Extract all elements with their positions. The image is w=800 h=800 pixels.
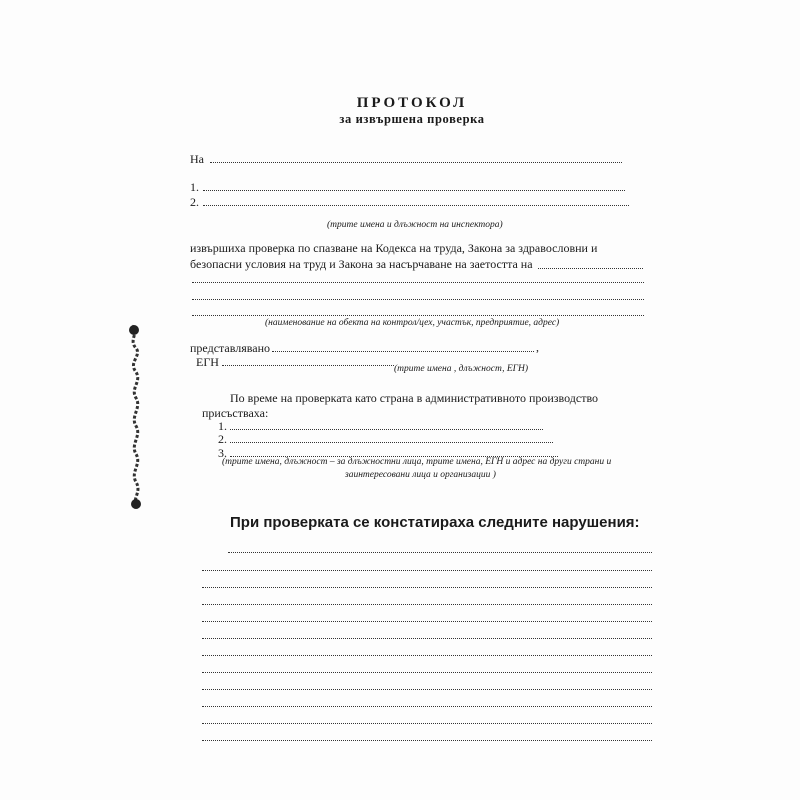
party-2-line bbox=[230, 442, 553, 443]
recipient-line bbox=[210, 162, 622, 163]
party-1-number: 1. bbox=[218, 419, 227, 433]
inspector-1-number: 1. bbox=[190, 180, 199, 194]
employer-line-d bbox=[192, 315, 644, 316]
represented-line bbox=[272, 351, 534, 352]
party-3-number: 3. bbox=[218, 446, 227, 460]
violation-line bbox=[202, 689, 652, 690]
employer-line-a bbox=[538, 268, 643, 269]
violation-line bbox=[202, 604, 652, 605]
violation-line bbox=[202, 723, 652, 724]
inspector-2-line bbox=[203, 205, 629, 206]
violation-line bbox=[202, 638, 652, 639]
violation-line bbox=[202, 706, 652, 707]
inspector-1-line bbox=[203, 190, 625, 191]
during-line-1: По време на проверката като страна в административното производство bbox=[230, 391, 599, 405]
object-caption: (наименование на обекта на контрол/цех, участък, предприятие, адрес) bbox=[265, 318, 560, 328]
violations-heading: При проверката се констатираха следните нарушения: bbox=[230, 514, 640, 531]
represented-label: представлявано bbox=[190, 341, 271, 355]
during-line-2: присъстваха: bbox=[202, 406, 269, 420]
party-1-line bbox=[230, 429, 543, 430]
employer-line-c bbox=[192, 299, 644, 300]
violation-line bbox=[202, 740, 652, 741]
binding-thread-icon bbox=[118, 322, 154, 512]
violation-line bbox=[202, 621, 652, 622]
violation-line bbox=[228, 552, 652, 553]
egn-line bbox=[222, 365, 394, 366]
body-line-2: безопасни условия на труд и Закона за насърчаване на заетостта на bbox=[190, 257, 533, 271]
document-title: ПРОТОКОЛ bbox=[356, 95, 468, 111]
parties-caption-2: заинтересовани лица и организации ) bbox=[345, 470, 496, 480]
violation-line bbox=[202, 587, 652, 588]
inspector-2-number: 2. bbox=[190, 195, 199, 209]
represented-comma: , bbox=[536, 340, 539, 354]
employer-line-b bbox=[192, 282, 644, 283]
body-line-1: извършиха проверка по спазване на Кодекса на труда, Закона за здравословни и bbox=[190, 241, 598, 255]
document-subtitle: за извършена проверка bbox=[339, 112, 485, 126]
represented-caption: (трите имена , длъжност, ЕГН) bbox=[394, 364, 529, 374]
violation-line bbox=[202, 570, 652, 571]
party-2-number: 2. bbox=[218, 432, 227, 446]
violation-line bbox=[202, 655, 652, 656]
recipient-label: На bbox=[190, 152, 204, 166]
egn-label: ЕГН bbox=[196, 355, 219, 369]
parties-caption-1: (трите имена, длъжност – за длъжностни лица, трите имена, ЕГН и адрес на други страни и bbox=[222, 457, 612, 467]
inspector-caption: (трите имена и длъжност на инспектора) bbox=[327, 220, 503, 230]
violation-line bbox=[202, 672, 652, 673]
